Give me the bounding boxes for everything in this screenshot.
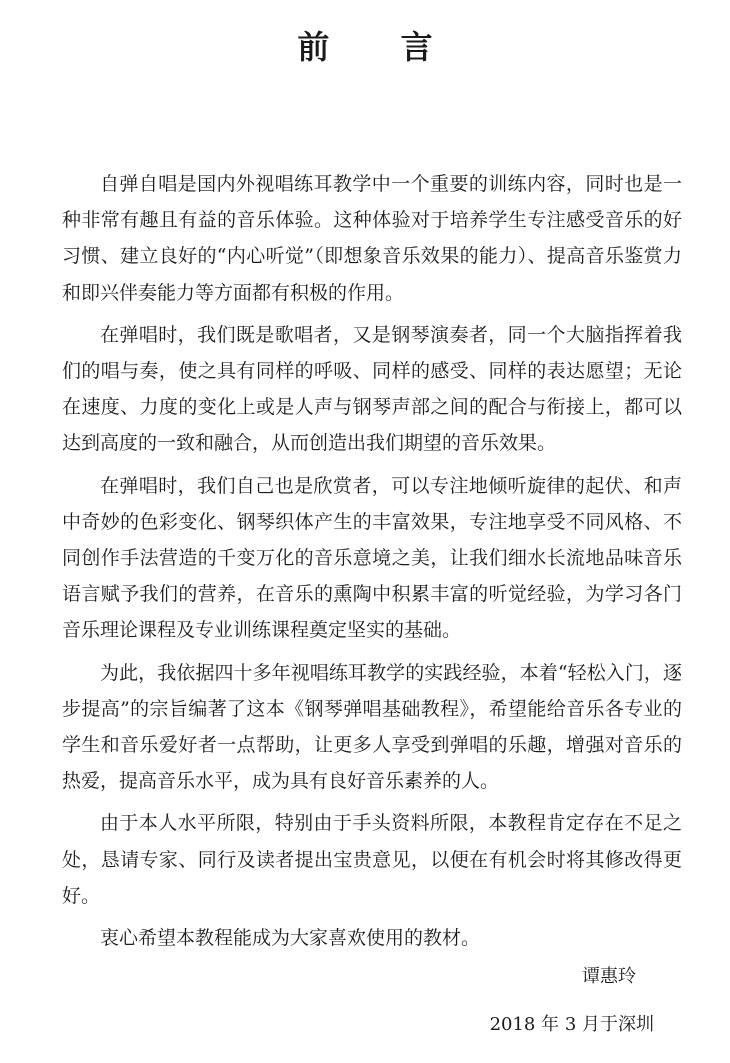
- preface-body: [62, 166, 682, 962]
- paragraph-3: 在弹唱时，我们自己也是欣赏者，可以专注地倾听旋律的起伏、和声中奇妙的色彩变化、钢琴织体产生的丰富效果，专注地享受不同风格、不同创作手法营造的千变万化的音乐意境之美，让我们细水长流地品味音乐语言赋予我们的营养，在音乐的熏陶中积累丰富的听觉经验，为学习各门音乐理论课程及专业训练课程奠定坚实的基础。: [62, 474, 682, 642]
- signature-block: [490, 960, 654, 1042]
- paragraph-2: 在弹唱时，我们既是歌唱者，又是钢琴演奏者，同一个大脑指挥着我们的唱与奏，使之具有同样的呼吸、同样的感受、同样的表达愿望；无论在速度、力度的变化上或是人声与钢琴声部之间的配合与衔接上，都可以达到高度的一致和融合，从而创造出我们期望的音乐效果。: [62, 323, 682, 455]
- paragraph-4: 为此，我依据四十多年视唱练耳教学的实践经验，本着“轻松入门，逐步提高”的宗旨编著了这本《钢琴弹唱基础教程》，希望能给音乐各专业的学生和音乐爱好者一点帮助，让更多人享受到弹唱的乐趣，增强对音乐的热爱，提高音乐水平，成为具有良好音乐素养的人。: [62, 661, 682, 793]
- paragraph-1: 自弹自唱是国内外视唱练耳教学中一个重要的训练内容，同时也是一种非常有趣且有益的音乐体验。这种体验对于培养学生专注感受音乐的好习惯、建立良好的“内心听觉”（即想象音乐效果的能力）、提高音乐鉴赏力和即兴伴奏能力等方面都有积极的作用。: [62, 173, 682, 304]
- paragraph-6: 衷心希望本教程能成为大家喜欢使用的教材。: [100, 927, 481, 950]
- paragraph-5: 由于本人水平所限，特别由于手头资料所限，本教程肯定存在不足之处，恳请专家、同行及读者提出宝贵意见，以便在有机会时将其修改得更好。: [62, 812, 682, 907]
- page-title: 前 言: [297, 28, 463, 66]
- author-name: 谭惠玲: [582, 966, 636, 987]
- signature-date: 2018 年 3 月于深圳: [489, 1014, 654, 1035]
